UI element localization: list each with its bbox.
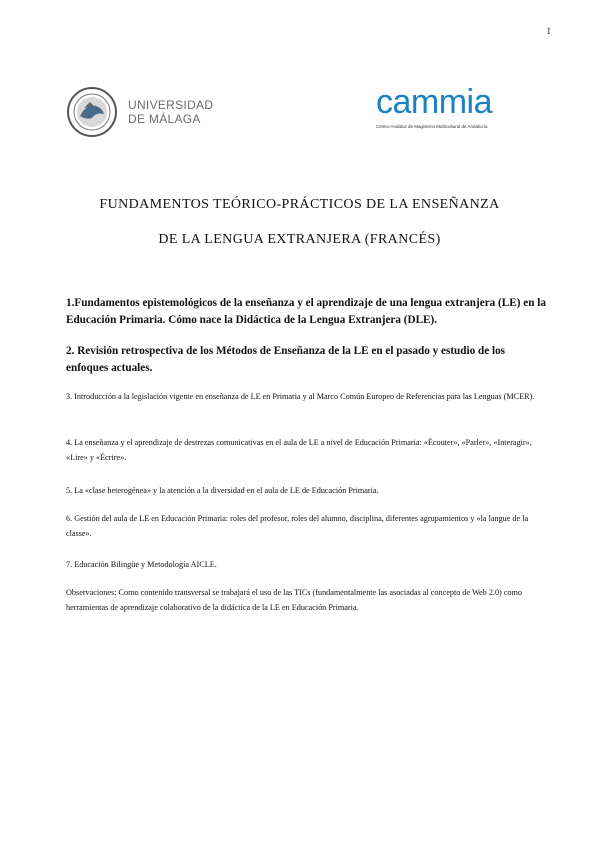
document-title-line2: DE LA LENGUA EXTRANJERA (FRANCÉS) — [158, 232, 441, 247]
section-item-7: 7. Educación Bilingüe y Metodología AICLE. — [66, 560, 217, 569]
cammia-tagline: Centro Andaluz de Magisterio Multicultural de Andalucía — [376, 124, 488, 129]
section-item-4: 4. La enseñanza y el aprendizaje de destrezas comunicativas en el aula de LE a nivel de Educación Primaria: «Écouter», «Parler», «Interagir», «Lire» y «Écrire». — [66, 438, 532, 462]
section-heading-2: 2. Revisión retrospectiva de los Métodos de Enseñanza de la LE en el pasado y estudio de los enfoques actuales. — [66, 345, 506, 374]
document-title-line1: FUNDAMENTOS TEÓRICO-PRÁCTICOS DE LA ENSEÑANZA — [99, 197, 500, 212]
university-logo — [66, 86, 213, 138]
section-item-5: 5. La «clase heterogénea» y la atención a la diversidad en el aula de LE de Educación Primaria. — [66, 486, 379, 495]
page-number: 1 — [546, 26, 551, 36]
cammia-logo — [376, 84, 536, 129]
section-item-6: 6. Gestión del aula de LE en Educación Primaria: roles del profesor, roles del alumno, disciplina, diferentes agrupamientos y «la langue de la classe». — [66, 514, 529, 538]
section-heading-1: 1.Fundamentos epistemológicos de la enseñanza y el aprendizaje de una lengua extranjera (LE) en la Educación Primaria. Cómo nace la Didáctica de la Lengua Extranjera (DLE). — [66, 297, 546, 326]
university-name-line2: DE MÁLAGA — [128, 112, 201, 126]
section-item-3: 3. Introducción a la legislación vigente en enseñanza de LE en Primaria y al Marco Común Europeo de Referencias para las Lenguas (MCER). — [66, 392, 535, 401]
cammia-wordmark: cammia — [376, 83, 493, 121]
university-seal-icon — [66, 86, 118, 138]
observations-paragraph: Observaciones: Como contenido transversal se trabajará el uso de las TICs (fundamentalmente las asociadas al concepto de Web 2.0) como herramientas de aprendizaje colaborativo de la didáctica de la LE en Educación Primaria. — [66, 588, 523, 612]
university-name-line1: UNIVERSIDAD — [128, 98, 214, 112]
